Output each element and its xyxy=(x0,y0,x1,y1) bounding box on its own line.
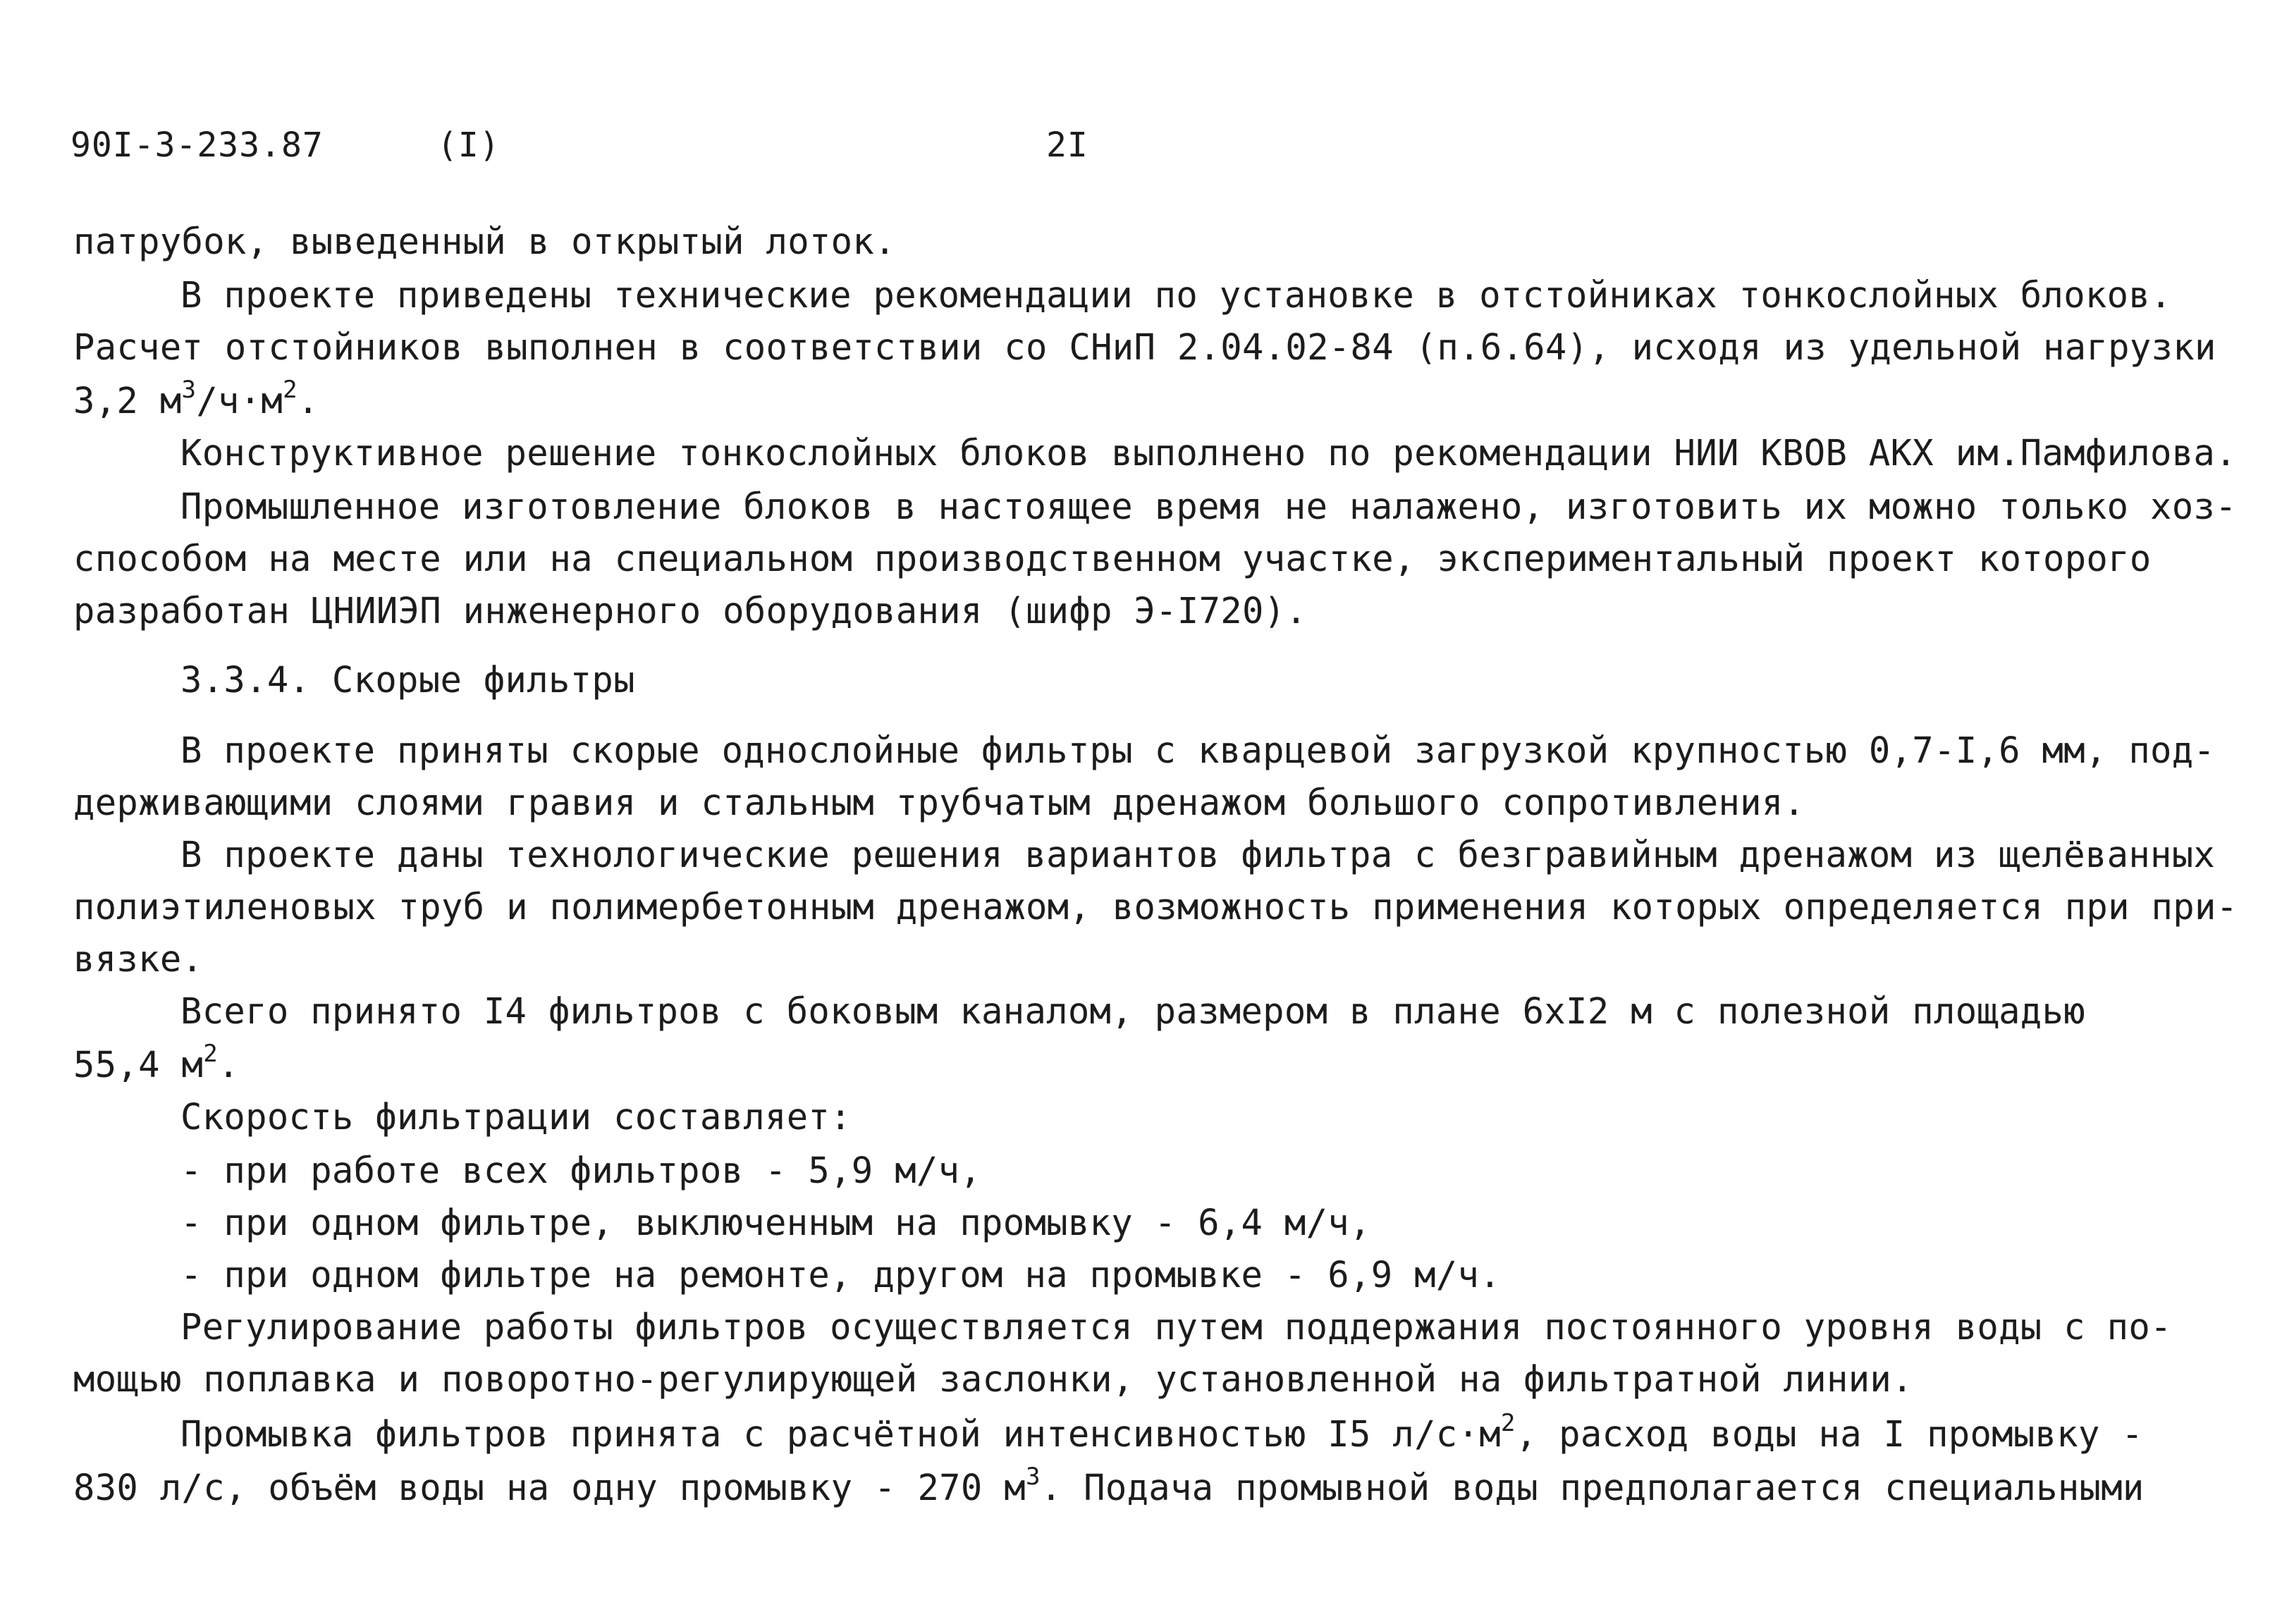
text-line xyxy=(73,1463,2145,1508)
text-line: патрубок, выведенный в открытый лоток. xyxy=(73,221,896,262)
superscript: 2 xyxy=(203,1040,219,1068)
text-fragment: 55,4 м xyxy=(73,1044,204,1085)
superscript: 2 xyxy=(1500,1409,1516,1437)
text-line xyxy=(73,376,319,422)
list-item: - при одном фильтре, выключенным на промывку - 6,4 м/ч, xyxy=(180,1202,1371,1243)
superscript: 3 xyxy=(181,376,197,404)
text-line: Расчет отстойников выполнен в соответствии со СНиП 2.04.02-84 (п.6.64), исходя из удельной нагрузки xyxy=(73,326,2216,368)
text-line: Всего принято I4 фильтров с боковым каналом, размером в плане 6хI2 м с полезной площадью xyxy=(180,990,2085,1032)
text-fragment: . xyxy=(297,380,319,422)
text-line: В проекте даны технологические решения вариантов фильтра с безгравийным дренажом из щелёванных xyxy=(180,834,2216,875)
text-fragment: 830 л/с, объём воды на одну промывку - 270 м xyxy=(73,1467,1026,1508)
text-fragment: /ч·м xyxy=(196,380,283,422)
text-line: полиэтиленовых труб и полимербетонным дренажом, возможность применения которых определяется при при- xyxy=(73,886,2238,928)
text-fragment: 3,2 м xyxy=(73,380,182,422)
text-line: способом на месте или на специальном производственном участке, экспериментальный проект которого xyxy=(73,538,2152,579)
section-heading: 3.3.4. Скорые фильтры xyxy=(180,659,635,701)
superscript: 2 xyxy=(283,376,297,404)
text-line: разработан ЦНИИЭП инженерного оборудования (шифр Э-I720). xyxy=(73,590,1308,632)
text-line xyxy=(73,1040,240,1085)
text-line: мощью поплавка и поворотно-регулирующей заслонки, установленной на фильтратной линии. xyxy=(73,1358,1913,1400)
text-line: Конструктивное решение тонкослойных блоков выполнено по рекомендации НИИ КВОВ АКХ им.Памфилова. xyxy=(180,432,2237,474)
text-line: вязке. xyxy=(73,938,204,980)
document-code: 90I-3-233.87 xyxy=(70,125,324,165)
text-fragment: . Подача промывной воды предполагается специальными xyxy=(1040,1467,2145,1508)
text-line: держивающими слоями гравия и стальным трубчатым дренажом большого сопротивления. xyxy=(73,782,1805,823)
text-line: Промышленное изготовление блоков в настоящее время не налажено, изготовить их можно только хоз- xyxy=(180,486,2237,527)
text-line: В проекте приняты скорые однослойные фильтры с кварцевой загрузкой крупностью 0,7-I,6 мм, под- xyxy=(180,730,2216,771)
text-fragment: . xyxy=(218,1044,240,1085)
text-fragment: , расход воды на I промывку - xyxy=(1515,1413,2144,1455)
text-line: В проекте приведены технические рекомендации по установке в отстойниках тонкослойных блоков. xyxy=(180,274,2172,316)
text-line xyxy=(180,1409,2144,1455)
list-item: - при работе всех фильтров - 5,9 м/ч, xyxy=(180,1150,982,1191)
text-line: Регулирование работы фильтров осуществляется путем поддержания постоянного уровня воды с по- xyxy=(180,1306,2172,1348)
text-fragment: Промывка фильтров принята с расчётной интенсивностью I5 л/с·м xyxy=(180,1413,1501,1455)
text-line: Скорость фильтрации составляет: xyxy=(180,1096,852,1138)
superscript: 3 xyxy=(1025,1463,1041,1491)
list-item: - при одном фильтре на ремонте, другом на промывке - 6,9 м/ч. xyxy=(180,1254,1501,1296)
page-number: 2I xyxy=(1046,125,1088,165)
document-part: (I) xyxy=(437,125,501,165)
